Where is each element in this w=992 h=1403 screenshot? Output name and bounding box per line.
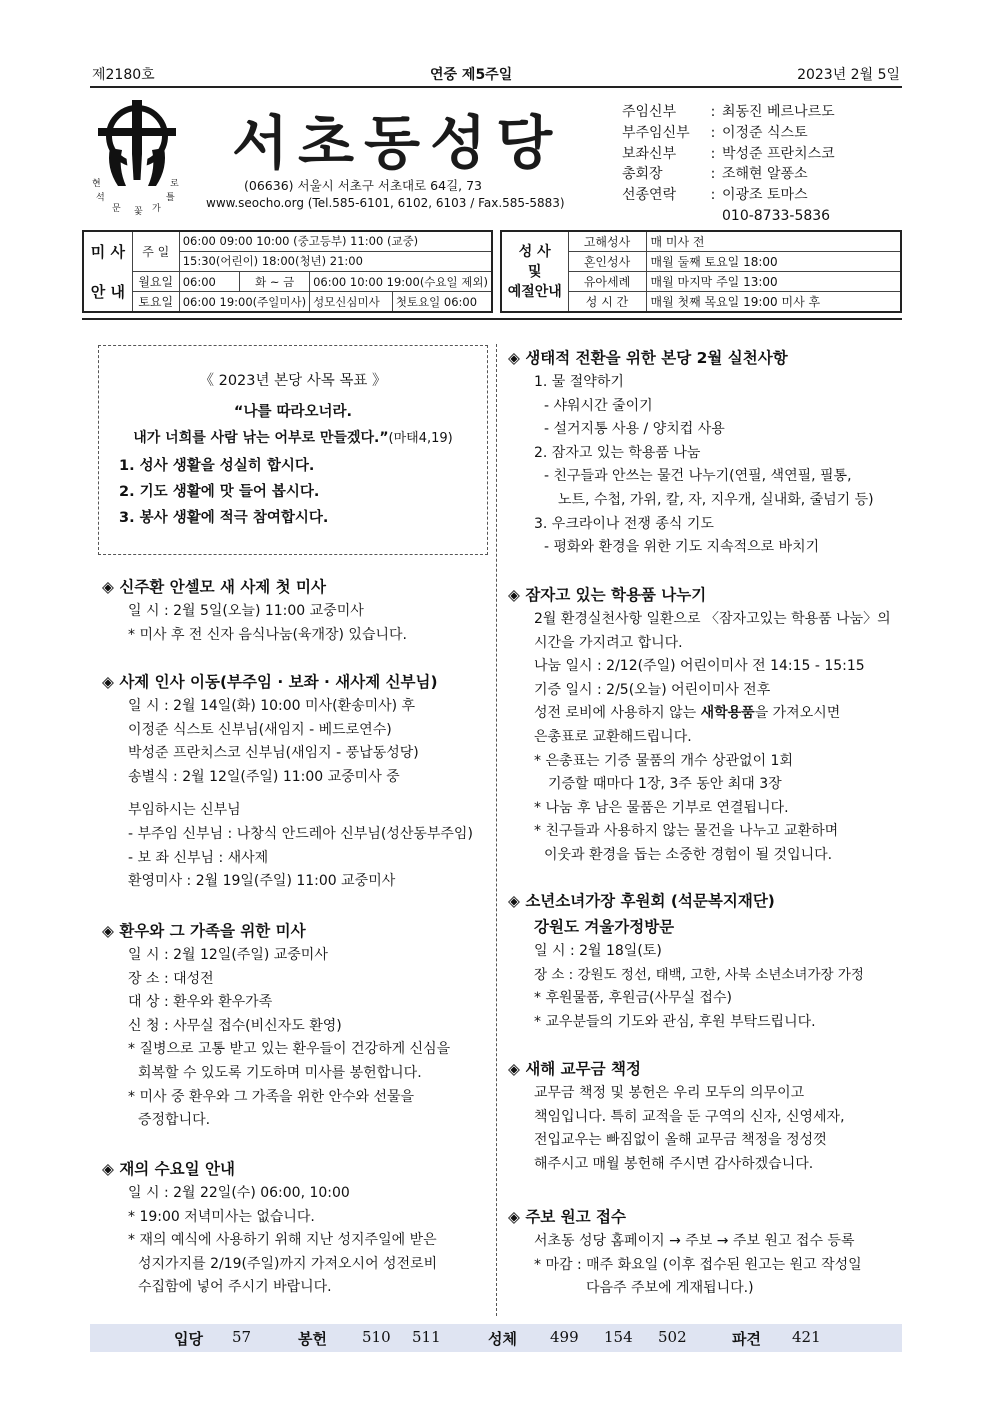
parish-title: 서초동성당 xyxy=(232,109,563,177)
section-title: ◈ 재의 수요일 안내 xyxy=(102,1160,235,1178)
attendance-stats-bar xyxy=(90,1324,902,1352)
tue-fri-time: 06:00 10:00 19:00(수요일 제외) xyxy=(310,272,492,292)
monday-label: 월요일 xyxy=(132,272,179,292)
sacrament-label: 성 사 및 예절안내 xyxy=(501,231,568,312)
staff-row: 선종연락 : 이광조 토마스 xyxy=(622,187,808,204)
staff-row: 보좌신부 : 박성준 프란치스코 xyxy=(622,145,835,162)
stat-value: 57 xyxy=(232,1328,252,1346)
stat-value: 499 xyxy=(550,1328,579,1346)
stat-value: 510 xyxy=(362,1328,391,1346)
section-title: ◈ 새해 교무금 책정 xyxy=(508,1060,641,1078)
stat-label: 봉헌 xyxy=(298,1330,327,1348)
section-ash-wednesday: ◈ 재의 수요일 안내 일 시 : 2월 22일(수) 06:00, 10:00 * 19:00 저녁미사는 없습니다. * 재의 예식에 사용하기 위해 지난 성지주일에 받은 성지가지를 2/19(주일)까지 가져오시어 성전로비 수집함에 넣어 주시기 바랍니다. xyxy=(102,1156,492,1300)
section-patients-mass: ◈ 환우와 그 가족을 위한 미사 일 시 : 2월 12일(주일) 교중미사 장 소 : 대성전 대 상 : 환우와 환우가족 신 청 : 사무실 접수(비신자도 환영) * 질병으로 고통 받고 있는 환우들이 건강하게 신심을 회복할 수 있도록 기도하며 미사를 봉헌합니다. * 미사 중 환우와 그 가족을 위한 안수와 선물을 증정합니다. xyxy=(102,918,492,1133)
section-school-supplies: ◈ 잠자고 있는 학용품 나누기 2월 환경실천사항 일환으로 〈잠자고있는 학용품 나눔〉의 시간을 가지려고 합니다. 나눔 일시 : 2/12(주일) 어린이미사 전 14:15 - 15:15 기증 일시 : 2/5(오늘) 어린이미사 전후 성전 로비에 사용하지 않는 새학용품을 가져오시면 은총표로 교환해드립니다. * 은총표는 기증 물품의 개수 상관없이 1회 기증할 때마다 1장, 3주 동안 최대 3장 * 나눔 후 남은 물품은 기부로 연결됩니다. * 친구들과 사용하지 않는 물건을 나누고 교환하며 이웃과 환경을 돕는 소중한 경험이 될 것입니다. xyxy=(508,582,902,868)
mass-schedule-table xyxy=(82,230,493,313)
stat-label: 입당 xyxy=(174,1330,203,1348)
column-divider xyxy=(496,344,497,1316)
sacrament-name: 유아세례 xyxy=(568,272,646,292)
sunday-times-2: 15:30(어린이) 18:00(청년) 21:00 xyxy=(179,251,492,271)
staff-row: 부주임신부 : 이정준 식스토 xyxy=(622,124,808,141)
section-ecology: ◈ 생태적 전환을 위한 본당 2월 실천사항 1. 물 절약하기 - 샤워시간 줄이기 - 설거지통 사용 / 양치컵 사용 2. 잠자고 있는 학용품 나눔 - 친구들과 안쓰는 물건 나누기(연필, 색연필, 필통, 노트, 수첩, 가위, 칼, 자, 지우개, 실내화, 줄넘기 등) 3. 우크라이나 전쟁 종식 기도 - 평화와 환경을 위한 기도 지속적으로 바치기 xyxy=(508,345,902,560)
bulletin-date: 2023년 2월 5일 xyxy=(797,67,900,83)
logo-char: 틀 xyxy=(166,193,175,203)
stat-label: 성체 xyxy=(488,1330,517,1348)
logo-char: 문 xyxy=(112,204,121,214)
sunday-times-1: 06:00 09:00 10:00 (중고등부) 11:00 (교중) xyxy=(179,231,492,251)
monday-time: 06:00 xyxy=(179,272,240,292)
mass-label: 미 사 xyxy=(83,231,132,272)
goals-quote-1: “나를 따라오너라. xyxy=(233,404,353,420)
logo-char: 가 xyxy=(152,204,161,214)
cross-hands-icon xyxy=(92,98,182,194)
section-title: ◈ 주보 원고 접수 xyxy=(508,1208,626,1226)
section-title: ◈ 잠자고 있는 학용품 나누기 xyxy=(508,586,707,604)
staff-row: 총회장 : 조해현 알퐁소 xyxy=(622,166,808,183)
section-title: ◈ 생태적 전환을 위한 본당 2월 실천사항 xyxy=(508,349,788,367)
first-saturday: 첫토요일 06:00 xyxy=(392,292,492,312)
parish-address: (06636) 서울시 서초구 서초대로 64길, 73 xyxy=(244,178,482,193)
goal-item: 1. 성사 생활을 성실히 합시다. xyxy=(119,458,315,474)
tue-fri-label: 화 ~ 금 xyxy=(240,272,310,292)
staff-phone: 010-8733-5836 xyxy=(722,207,831,224)
section-bulletin-submission: ◈ 주보 원고 접수 서초동 성당 홈페이지 → 주보 → 주보 원고 접수 등록 * 마감 : 매주 화요일 (이후 접수된 원고는 원고 작성일 다음주 주보에 게재됩니다.) xyxy=(508,1204,902,1301)
saturday-label: 토요일 xyxy=(132,292,179,312)
stat-label: 파견 xyxy=(732,1330,761,1348)
stat-value: 154 xyxy=(604,1328,633,1346)
saturday-time: 06:00 19:00(주일미사) xyxy=(179,292,309,312)
parish-contact: www.seocho.org (Tel.585-6101, 6102, 6103 / Fax.585-5883) xyxy=(206,196,565,210)
issue-number: 제2180호 xyxy=(92,67,155,83)
sacrament-time: 매월 첫째 목요일 19:00 미사 후 xyxy=(646,292,901,312)
sacrament-time: 매월 마지막 주일 13:00 xyxy=(646,272,901,292)
sacrament-time: 매월 둘째 토요일 18:00 xyxy=(646,251,901,271)
header-bar xyxy=(90,62,902,88)
section-title: ◈ 환우와 그 가족을 위한 미사 xyxy=(102,922,306,940)
sacrament-name: 혼인성사 xyxy=(568,251,646,271)
parish-logo xyxy=(92,98,182,217)
logo-char: 로 xyxy=(170,179,179,189)
section-youth-support: ◈ 소년소녀가장 후원회 (석문복지재단) 강원도 겨울가정방문 일 시 : 2월 18일(토) 장 소 : 강원도 정선, 태백, 고한, 사북 소년소녀가장 가정 * 후원물품, 후원금(사무실 접수) * 교우분들의 기도와 관심, 후원 부탁드립니다. xyxy=(508,888,902,1034)
section-priest-transfer: ◈ 사제 인사 이동(부주임 · 보좌 · 새사제 신부님) 일 시 : 2월 14일(화) 10:00 미사(환송미사) 후 이정준 식스토 신부님(새임지 - 베드로연수) 박성준 프란치스코 신부님(새임지 - 풍납동성당) 송별식 : 2월 12일(주일) 11:00 교중미사 중 부임하시는 신부님 - 부주임 신부님 : 나창식 안드레아 신부님(성산동부주임) - 보 좌 신부님 : 새사제 환영미사 : 2월 19일(주일) 11:00 교중미사 xyxy=(102,669,494,894)
stat-value: 511 xyxy=(412,1328,441,1346)
mass-label: 안 내 xyxy=(83,272,132,313)
logo-char: 꽃 xyxy=(134,207,143,217)
section-title: ◈ 소년소녀가장 후원회 (석문복지재단) xyxy=(508,892,775,910)
sacrament-table xyxy=(500,230,902,313)
divider xyxy=(82,318,902,320)
sacrament-name: 고해성사 xyxy=(568,231,646,251)
section-subtitle: 강원도 겨울가정방문 xyxy=(534,918,675,936)
sunday-label: 주 일 xyxy=(132,231,179,272)
logo-char: 현 xyxy=(92,179,101,189)
goal-item: 3. 봉사 생활에 적극 참여합시다. xyxy=(119,510,329,526)
pastoral-goals-box xyxy=(98,345,488,555)
logo-char: 석 xyxy=(96,193,105,203)
devotion-mass: 성모신심미사 xyxy=(310,292,393,312)
sacrament-time: 매 미사 전 xyxy=(646,231,901,251)
liturgical-day: 연중 제5주일 xyxy=(430,67,513,83)
stat-value: 421 xyxy=(792,1328,821,1346)
section-title: ◈ 신주환 안셀모 새 사제 첫 미사 xyxy=(102,578,326,596)
staff-list xyxy=(622,102,835,227)
stat-value: 502 xyxy=(658,1328,687,1346)
section-title: ◈ 사제 인사 이동(부주임 · 보좌 · 새사제 신부님) xyxy=(102,673,438,691)
goals-title: 《 2023년 본당 사목 목표 》 xyxy=(199,373,387,389)
goal-item: 2. 기도 생활에 맛 들어 봅시다. xyxy=(119,484,320,500)
section-dues: ◈ 새해 교무금 책정 교무금 책정 및 봉헌은 우리 모두의 의무이고 책임입니다. 특히 교적을 둔 구역의 신자, 신영세자, 전입교우는 빠짐없이 올해 교무금 책정을 정성껏 해주시고 매월 봉헌해 주시면 감사하겠습니다. xyxy=(508,1056,902,1176)
staff-row: 주임신부 : 최동진 베르나르도 xyxy=(622,104,835,120)
goals-quote-2: 내가 너희를 사람 낚는 어부로 만들겠다.”(마태4,19) xyxy=(133,430,453,446)
goals-list xyxy=(119,453,487,531)
section-first-mass: ◈ 신주환 안셀모 새 사제 첫 미사 일 시 : 2월 5일(오늘) 11:00 교중미사 * 미사 후 전 신자 음식나눔(육개장) 있습니다. xyxy=(102,574,492,647)
sacrament-name: 성 시 간 xyxy=(568,292,646,312)
